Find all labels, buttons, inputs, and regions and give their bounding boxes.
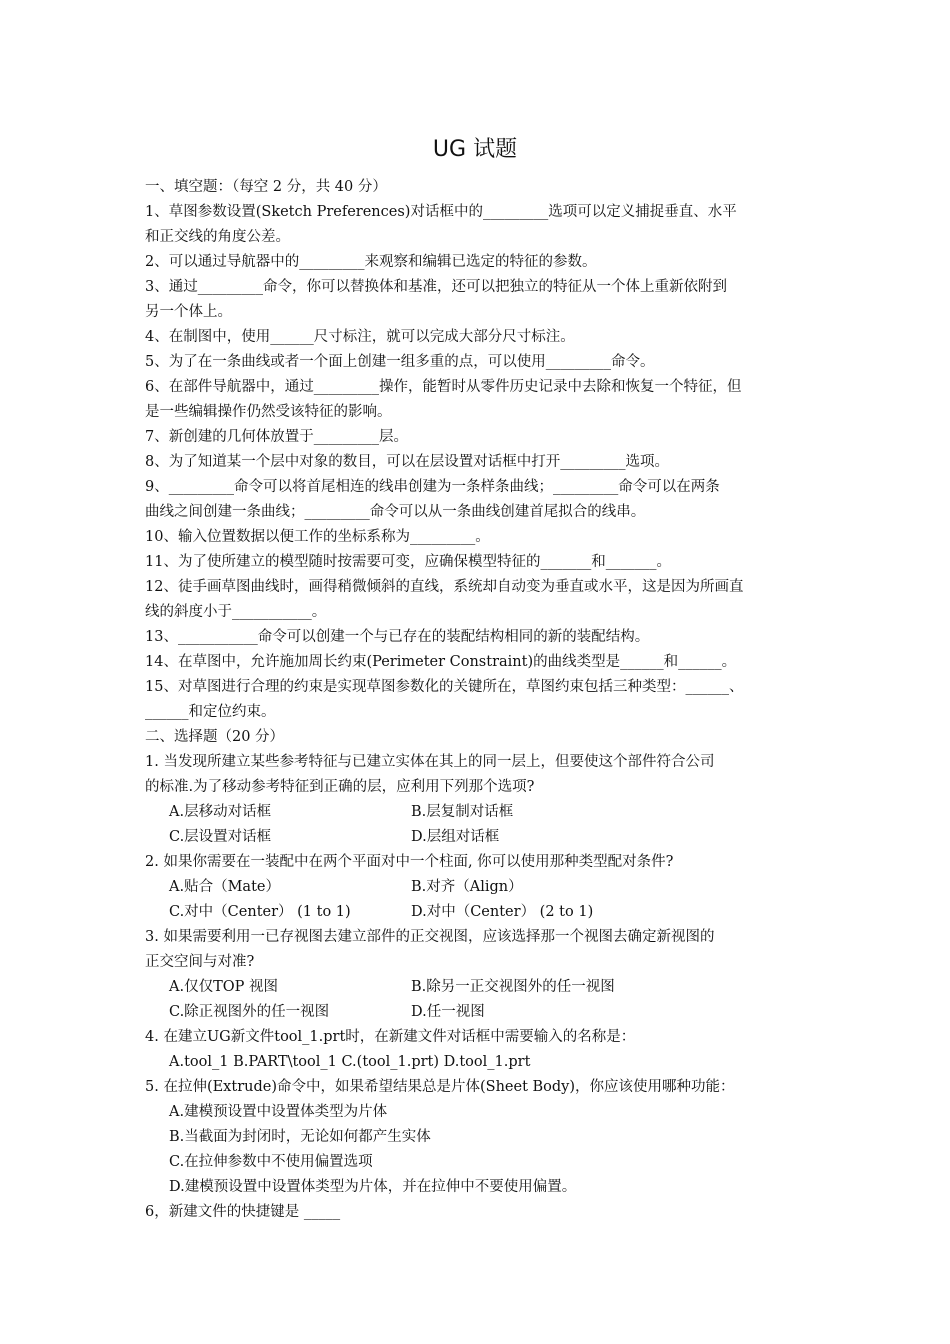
mc-q5-option-d: D.建模预设置中设置体类型为片体，并在拉伸中不要使用偏置。 (169, 1179, 577, 1195)
mc-q3-option-a: A.仅仅TOP 视图 (169, 979, 279, 995)
mc-q2-line-1: 2. 如果你需要在一装配中在两个平面对中一个柱面, 你可以使用那种类型配对条件? (145, 854, 674, 870)
q4-line: 4、在制图中，使用______尺寸标注，就可以完成大部分尺寸标注。 (145, 329, 575, 345)
mc-q5-line-1: 5. 在拉伸(Extrude)命令中，如果希望结果总是片体(Sheet Body)，你应该使用哪种功能： (145, 1079, 735, 1095)
mc-q1-option-d: D.层组对话框 (411, 829, 500, 845)
mc-q4-line-1: 4. 在建立UG新文件tool_1.prt时，在新建文件对话框中需要输入的名称是： (145, 1029, 636, 1045)
mc-q2-option-b: B.对齐（Align） (411, 879, 523, 895)
mc-q2-option-a: A.贴合（Mate） (169, 879, 280, 895)
mc-q3-line-1: 3. 如果需要利用一已存视图去建立部件的正交视图，应该选择那一个视图去确定新视图的 (145, 929, 715, 945)
q3-line-2: 另一个体上。 (145, 304, 232, 320)
q1-line-1: 1、草图参数设置(Sketch Preferences)对话框中的_________选项可以定义捕捉垂直、水平 (145, 204, 737, 220)
mc-q4-options: A.tool_1 B.PART\tool_1 C.(tool_1.prt) D.tool_1.prt (169, 1054, 531, 1070)
mc-q2-options-row-1 (145, 875, 813, 900)
mc-q3-line-2: 正交空间与对准? (145, 954, 255, 970)
q13-line: 13、___________命令可以创建一个与已存在的装配结构相同的新的装配结构。 (145, 629, 650, 645)
mc-q3-option-d: D.任一视图 (411, 1004, 485, 1020)
q9-line-1: 9、_________命令可以将首尾相连的线串创建为一条样条曲线；_________命令可以在两条 (145, 479, 720, 495)
mc-q5-option-c: C.在拉伸参数中不使用偏置选项 (169, 1154, 373, 1170)
q10-line: 10、输入位置数据以便工作的坐标系称为_________。 (145, 529, 490, 545)
document-body (145, 175, 813, 1225)
q15-line-2: ______和定位约束。 (145, 704, 276, 720)
q1-line-2: 和正交线的角度公差。 (145, 229, 290, 245)
mc-q1-options-row-2 (145, 825, 813, 850)
q6-line-2: 是一些编辑操作仍然受该特征的影响。 (145, 404, 392, 420)
mc-q5-option-a: A.建模预设置中设置体类型为片体 (169, 1104, 388, 1120)
q12-line-2: 线的斜度小于___________。 (145, 604, 327, 620)
mc-q3-options-row-2 (145, 1000, 813, 1025)
mc-q1-option-a: A.层移动对话框 (169, 804, 272, 820)
q6-line-1: 6、在部件导航器中，通过_________操作，能暂时从零件历史记录中去除和恢复一个特征，但 (145, 379, 742, 395)
mc-q1-options-row-1 (145, 800, 813, 825)
mc-q1-line-2: 的标准.为了移动参考特征到正确的层，应利用下列那个选项? (145, 779, 535, 795)
mc-q2-option-d: D.对中（Center） (2 to 1) (411, 904, 594, 920)
q2-line: 2、可以通过导航器中的_________来观察和编辑已选定的特征的参数。 (145, 254, 597, 270)
q5-line: 5、为了在一条曲线或者一个面上创建一组多重的点，可以使用_________命令。 (145, 354, 655, 370)
mc-q3-option-b: B.除另一正交视图外的任一视图 (411, 979, 615, 995)
section-heading-fill-in: 一、填空题：（每空 2 分，共 40 分） (145, 179, 387, 195)
q3-line-1: 3、通过_________命令，你可以替换体和基准，还可以把独立的特征从一个体上重新依附到 (145, 279, 727, 295)
mc-q3-option-c: C.除正视图外的任一视图 (169, 1004, 330, 1020)
q14-line: 14、在草图中，允许施加周长约束(Perimeter Constraint)的曲线类型是______和______。 (145, 654, 737, 670)
mc-q5-option-b: B.当截面为封闭时，无论如何都产生实体 (169, 1129, 431, 1145)
q7-line: 7、新创建的几何体放置于_________层。 (145, 429, 408, 445)
mc-q2-options-row-2 (145, 900, 813, 925)
q15-line-1: 15、对草图进行合理的约束是实现草图参数化的关键所在，草图约束包括三种类型：______、 (145, 679, 744, 695)
q9-line-2: 曲线之间创建一条曲线；_________命令可以从一条曲线创建首尾拟合的线串。 (145, 504, 646, 520)
mc-q1-option-c: C.层设置对话框 (169, 829, 272, 845)
section-heading-choice: 二、选择题（20 分） (145, 729, 285, 745)
mc-q1-line-1: 1. 当发现所建立某些参考特征与已建立实体在其上的同一层上，但要使这个部件符合公司 (145, 754, 715, 770)
mc-q3-options-row-1 (145, 975, 813, 1000)
mc-q1-option-b: B.层复制对话框 (411, 804, 514, 820)
page-title: UG 试题 (432, 137, 518, 162)
q11-line: 11、为了使所建立的模型随时按需要可变，应确保模型特征的_______和_______。 (145, 554, 671, 570)
q12-line-1: 12、徒手画草图曲线时，画得稍微倾斜的直线，系统却自动变为垂直或水平，这是因为所画直 (145, 579, 744, 595)
q8-line: 8、为了知道某一个层中对象的数目，可以在层设置对话框中打开_________选项。 (145, 454, 669, 470)
mc-q6-line-1: 6，新建文件的快捷键是 _____ (145, 1204, 341, 1220)
mc-q2-option-c: C.对中（Center） (1 to 1) (169, 904, 351, 920)
